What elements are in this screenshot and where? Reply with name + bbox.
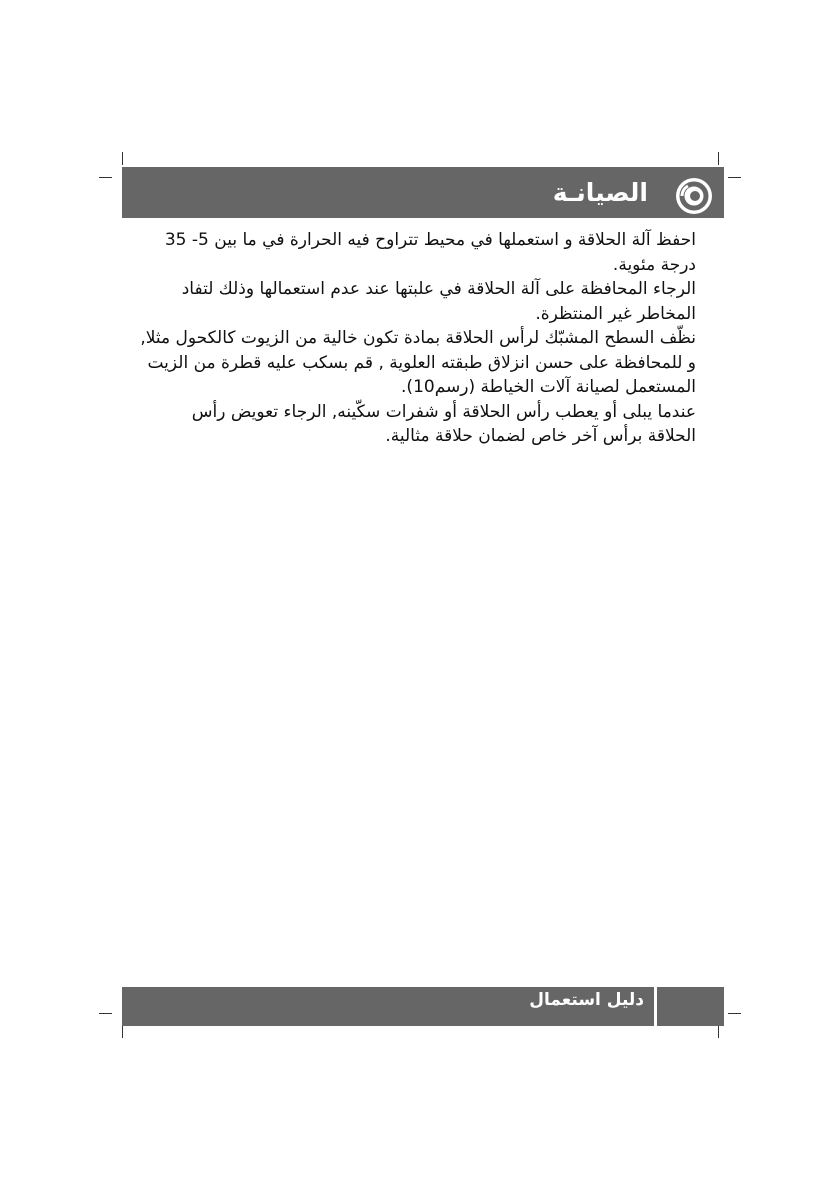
section-header	[122, 167, 724, 218]
crop-mark	[99, 177, 112, 178]
footer-title: دليل استعمال	[529, 990, 644, 1010]
paragraph: نظّف السطح المشبّك لرأس الحلاقة بمادة تكون خالية من الزيوت كالكحول مثلا, و للمحافظة على حسن انزلاق طبقته العلوية , قم بسكب عليه قطرة من الزيت المستعمل لصيانة آلات الخياطة (رسم10).	[140, 328, 696, 397]
paragraph: الرجاء المحافظة على آلة الحلاقة في علبتها عند عدم استعمالها وذلك لتفاد المخاطر غير المنتظرة.	[181, 279, 696, 324]
paragraph: عندما يبلى أو يعطب رأس الحلاقة أو شفرات سكّينه, الرجاء تعويض رأس الحلاقة برأس آخر خاص لضمان حلاقة مثالية.	[191, 401, 696, 446]
crop-mark	[718, 1025, 719, 1038]
crop-mark	[718, 152, 719, 165]
section-title: الصيانـة	[552, 178, 648, 207]
page-footer	[122, 987, 724, 1026]
crop-mark	[122, 1025, 123, 1038]
crop-mark	[728, 177, 741, 178]
crop-mark	[99, 1013, 112, 1014]
maintenance-instructions	[140, 228, 696, 449]
crop-mark	[122, 152, 123, 165]
footer-divider	[654, 987, 657, 1026]
crop-mark	[728, 1013, 741, 1014]
paragraph: احفظ آلة الحلاقة و استعملها في محيط تتراوح فيه الحرارة في ما بين 5- 35 درجة مئوية.	[164, 230, 696, 275]
circle-logo-icon	[676, 178, 712, 214]
